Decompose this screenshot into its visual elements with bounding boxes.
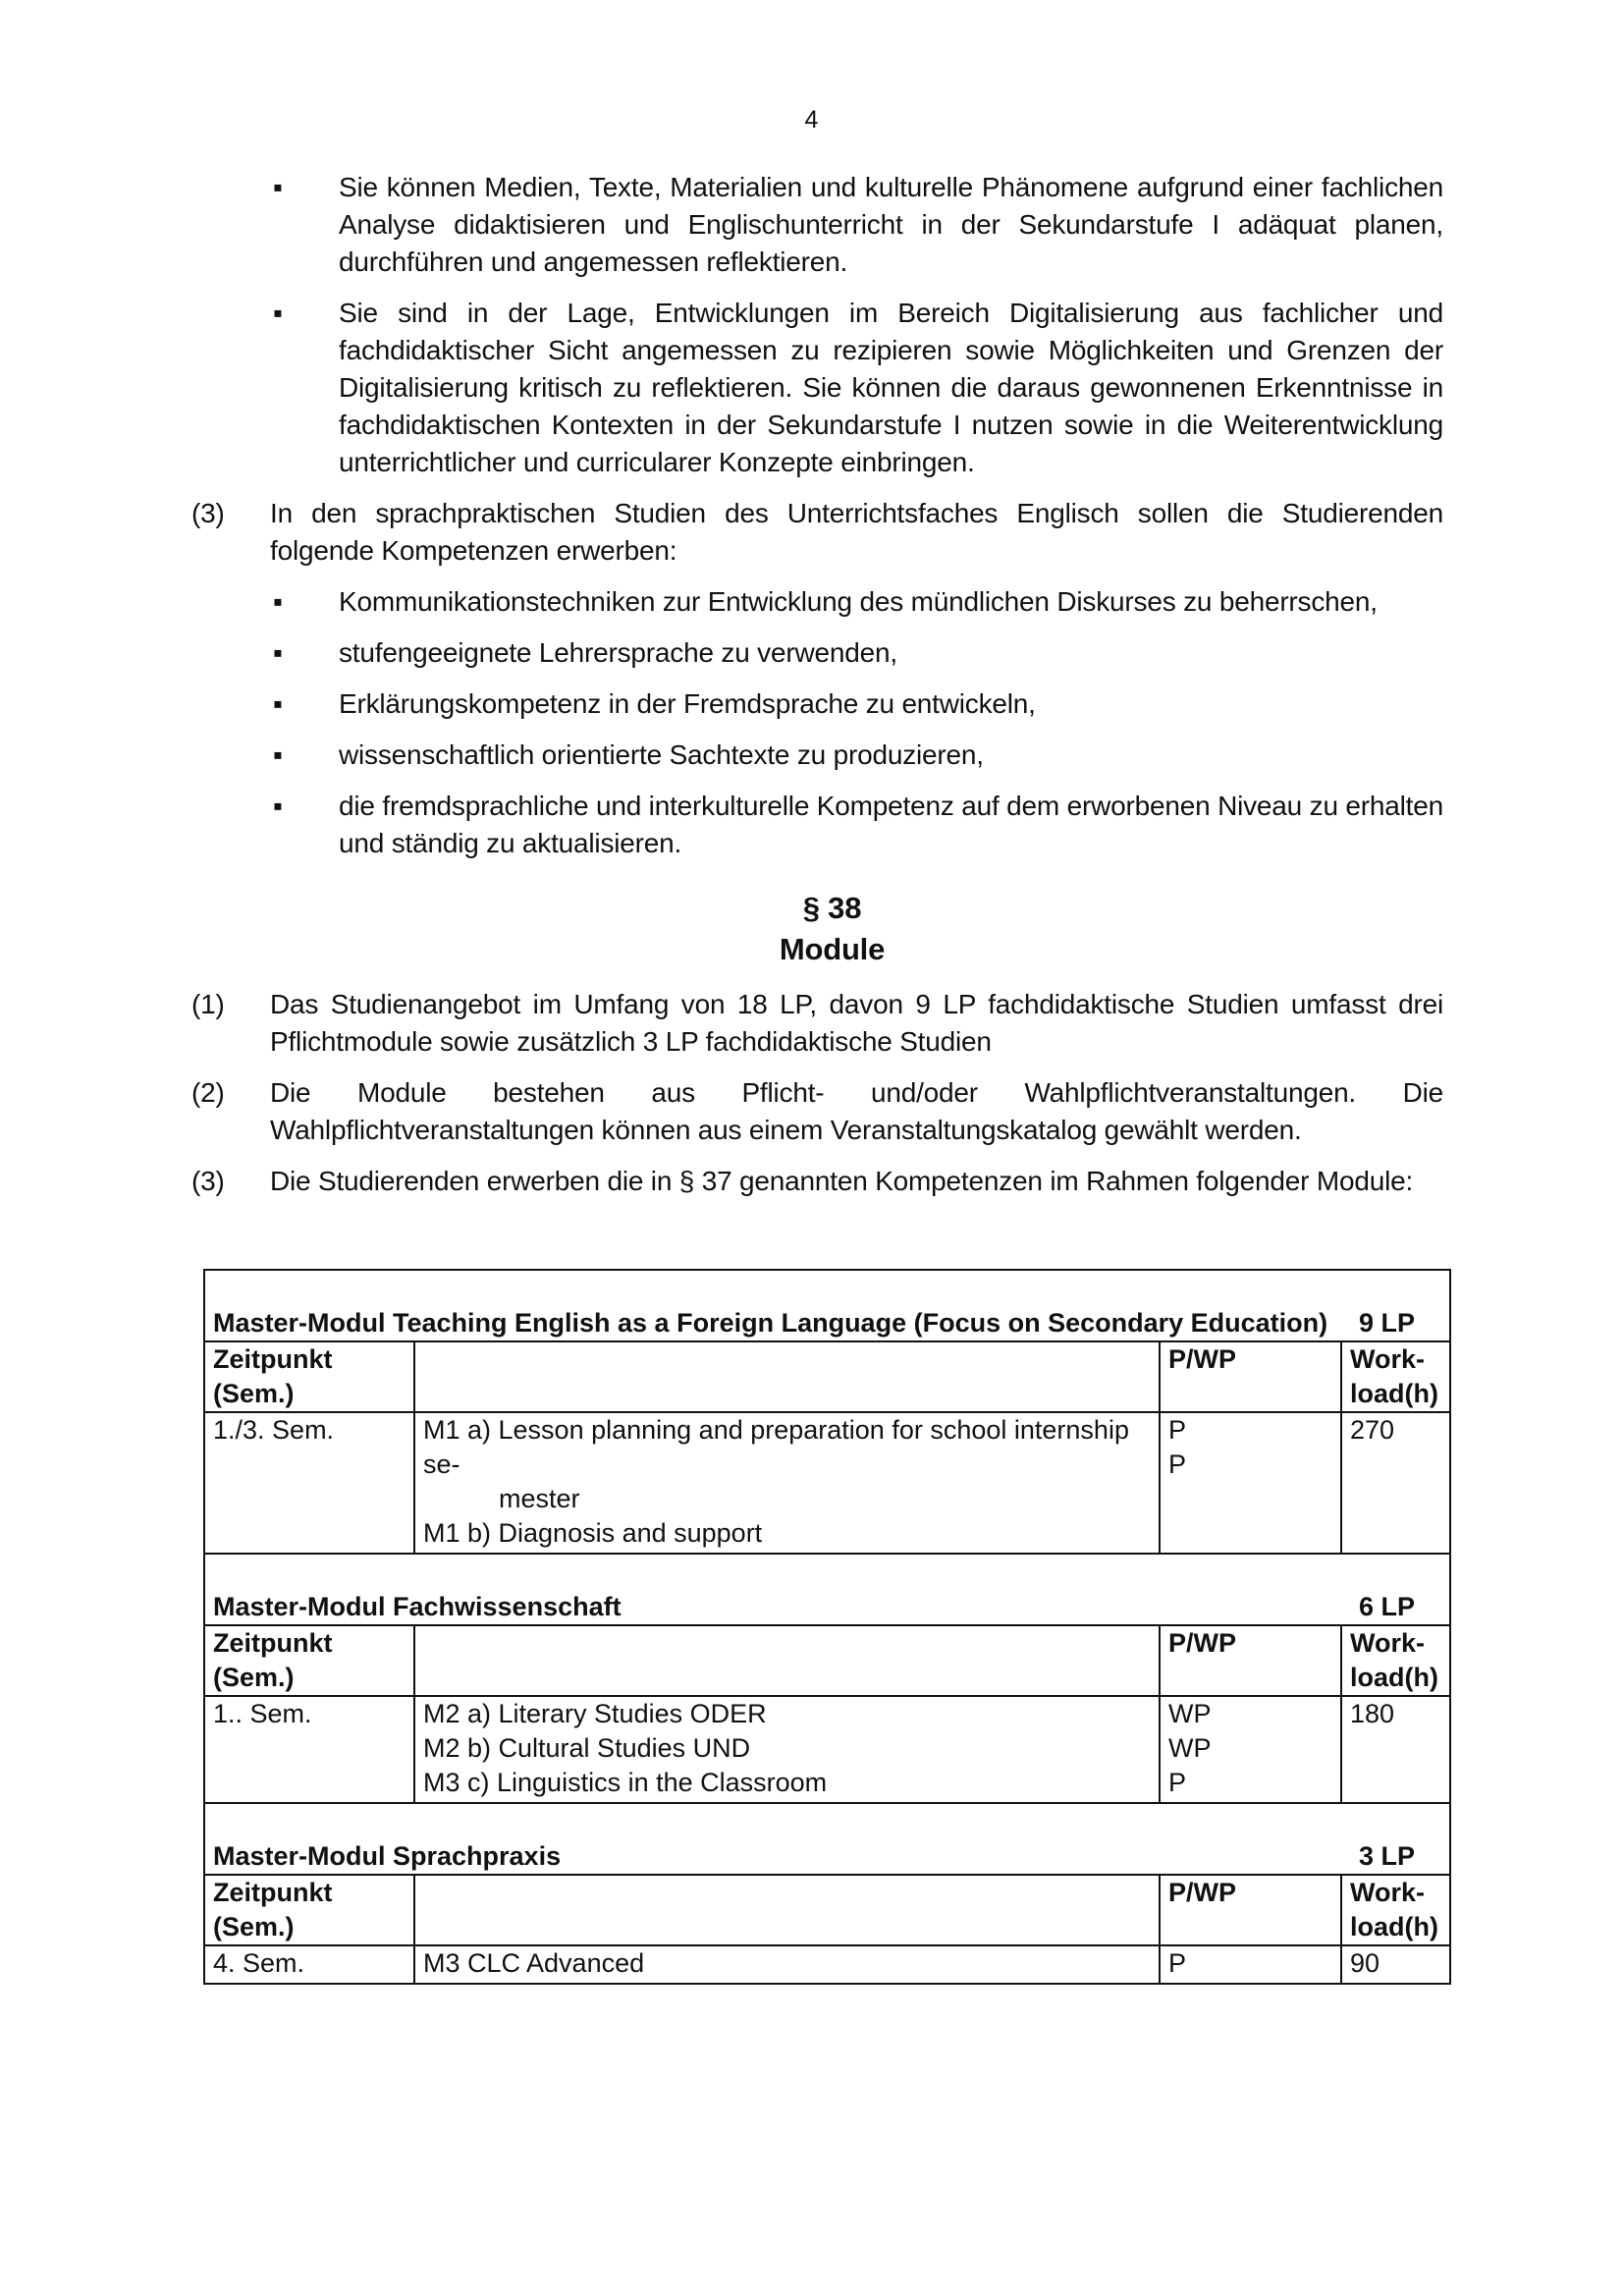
semester-cell: 1.. Sem. [204,1696,414,1803]
header-empty [414,1341,1160,1412]
pwp-cell [1160,1696,1341,1803]
module-title-row [204,1839,1450,1875]
section-number: § 38 [802,891,862,925]
course-line: M2 a) Literary Studies ODER [423,1699,767,1728]
header-workload: Work-load(h) [1341,1341,1450,1412]
list-item: ▪ die fremdsprachliche und interkulturelle Kompetenz auf dem erworbenen Niveau zu erhalten und ständig zu aktualisieren. [191,788,1443,862]
pwp-cell [1160,1945,1341,1984]
module-title-row [204,1590,1450,1625]
pwp-value: P [1168,1768,1187,1797]
module-lp: 9 LP [1341,1306,1450,1341]
paragraph-number: (3) [191,498,225,528]
header-workload: Work-load(h) [1341,1625,1450,1696]
course-line-continued: mester [499,1484,580,1513]
workload-cell: 270 [1350,1415,1395,1445]
module-title: Master-Modul Fachwissenschaft [204,1590,1341,1625]
header-empty [414,1625,1160,1696]
module-title-row [204,1306,1450,1341]
header-pwp: P/WP [1160,1341,1341,1412]
table-row [204,1412,1450,1554]
module-lp: 3 LP [1341,1839,1450,1875]
course-line: M1 b) Diagnosis and support [423,1518,763,1548]
table-header-row [204,1625,1450,1696]
courses-cell [414,1696,1160,1803]
paragraph-3-competences [191,495,1443,570]
pwp-value: P [1168,1948,1187,1978]
page-number: 4 [804,106,819,134]
list-item: ▪ Sie sind in der Lage, Entwicklungen im Bereich Digitalisierung aus fachlicher und fachdidaktischer Sicht angemessen zu rezipieren sowie Möglichkeiten und Grenzen der Digitalisierung kritisch zu reflektieren. Sie können die daraus gewonnenen Erkenntnisse in fachdidaktischen Kontexten in der Sekundarstufe I nutzen sowie in die Weiterentwicklung unterrichtlicher und curricularer Konzepte einbringen. [191,295,1443,481]
module-title: Master-Modul Sprachpraxis [204,1839,1341,1875]
course-line: M3 CLC Advanced [423,1948,645,1978]
pwp-value: P [1168,1449,1187,1479]
section-heading [191,888,1443,970]
paragraph-number: (1) [191,989,225,1019]
course-line: M2 b) Cultural Studies UND [423,1733,751,1763]
paragraph-text: Das Studienangebot im Umfang von 18 LP, davon 9 LP fachdidaktische Studien umfasst drei Pflichtmodule sowie zusätzlich 3 LP fachdidaktische Studien [270,989,1443,1057]
list-item: ▪ Kommunikationstechniken zur Entwicklung des mündlichen Diskurses zu beherrschen, [191,583,1443,621]
semester-cell: 1./3. Sem. [204,1412,414,1554]
workload-cell: 180 [1350,1699,1395,1728]
pwp-value: WP [1168,1733,1212,1763]
header-empty [414,1875,1160,1945]
paragraph-text: Die Module bestehen aus Pflicht- und/oder Wahlpflichtveranstaltungen. Die Wahlpflichtveranstaltungen können aus einem Veranstaltungskatalog gewählt werden. [270,1077,1443,1145]
list-item: ▪ wissenschaftlich orientierte Sachtexte zu produzieren, [191,737,1443,774]
header-zeitpunkt: Zeitpunkt (Sem.) [204,1875,414,1945]
pwp-value: WP [1168,1699,1212,1728]
paragraph-number: (2) [191,1077,225,1108]
document-body [191,169,1443,1214]
pwp-value: P [1168,1415,1187,1445]
paragraph-text: In den sprachpraktischen Studien des Unterrichtsfaches Englisch sollen die Studierenden folgende Kompetenzen erwerben: [270,498,1443,566]
course-line: M3 c) Linguistics in the Classroom [423,1768,828,1797]
list-item: ▪ Sie können Medien, Texte, Materialien und kulturelle Phänomene aufgrund einer fachlichen Analyse didaktisieren und Englischunterricht in der Sekundarstufe I adäquat planen, durchführen und angemessen reflektieren. [191,169,1443,281]
module-table [203,1269,1451,1985]
pwp-cell [1160,1412,1341,1554]
section-title: Module [779,932,886,966]
courses-cell [414,1945,1160,1984]
paragraph-2 [191,1074,1443,1149]
paragraph-1 [191,986,1443,1061]
table-header-row [204,1341,1450,1412]
courses-cell [414,1412,1160,1554]
list-item: ▪ Erklärungskompetenz in der Fremdsprache zu entwickeln, [191,685,1443,723]
header-workload: Work-load(h) [1341,1875,1450,1945]
paragraph-number: (3) [191,1166,225,1196]
header-pwp: P/WP [1160,1875,1341,1945]
paragraph-text: Die Studierenden erwerben die in § 37 genannten Kompetenzen im Rahmen folgender Module: [270,1166,1414,1196]
table-row [204,1945,1450,1984]
semester-cell: 4. Sem. [204,1945,414,1984]
module-title: Master-Modul Teaching English as a Foreign Language (Focus on Secondary Education) [204,1306,1341,1341]
header-zeitpunkt: Zeitpunkt (Sem.) [204,1625,414,1696]
table-header-row [204,1875,1450,1945]
header-pwp: P/WP [1160,1625,1341,1696]
course-line: M1 a) Lesson planning and preparation for school internship se- [423,1415,1129,1479]
header-zeitpunkt: Zeitpunkt (Sem.) [204,1341,414,1412]
table-row [204,1696,1450,1803]
module-lp: 6 LP [1341,1590,1450,1625]
list-item: ▪ stufengeeignete Lehrersprache zu verwenden, [191,634,1443,672]
paragraph-3 [191,1163,1443,1200]
workload-cell: 90 [1350,1948,1380,1978]
